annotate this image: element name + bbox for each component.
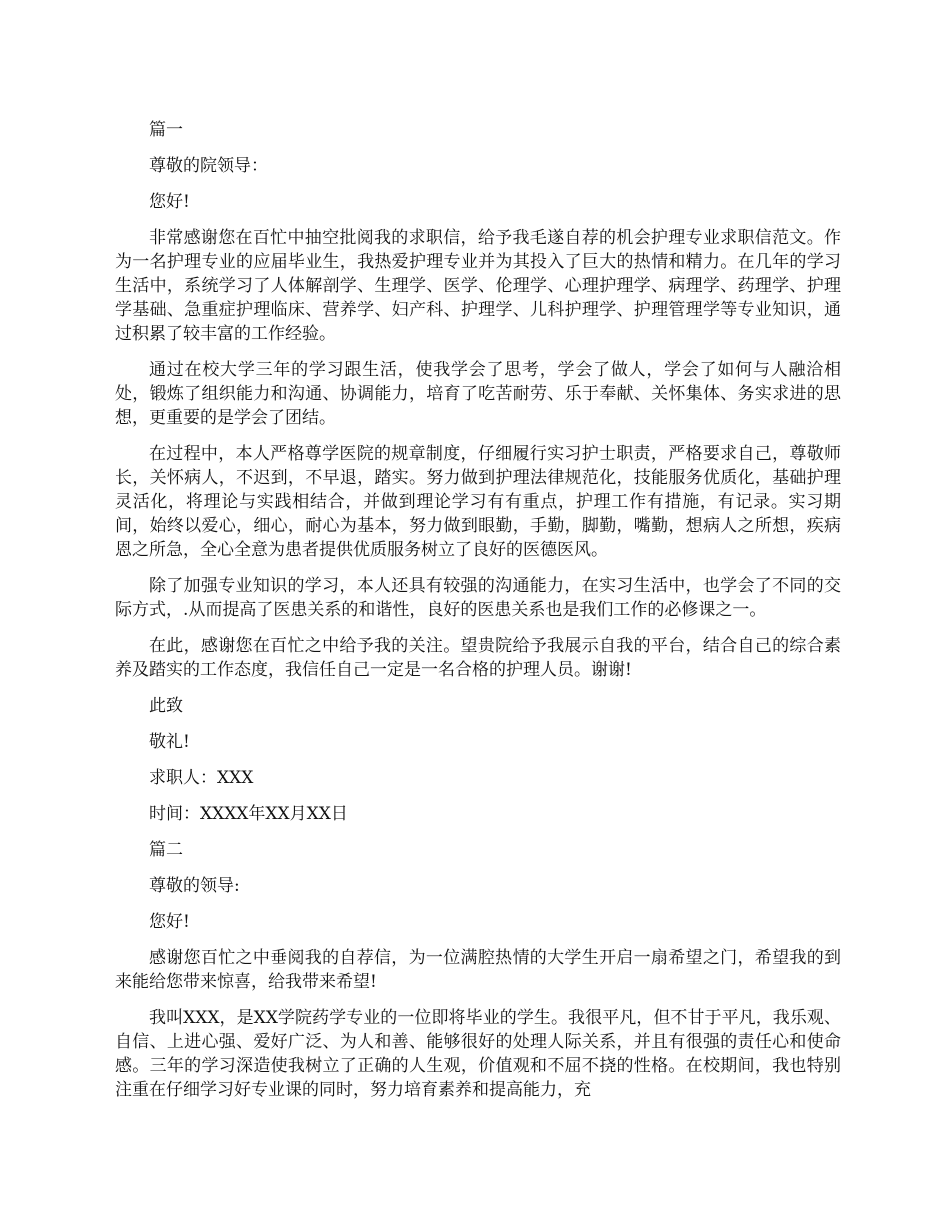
applicant-name: 求职人：XXX xyxy=(149,768,254,788)
body-paragraph: 感谢您百忙之中垂阅我的自荐信，为一位满腔热情的大学生开启一扇希望之门，希望我的到来能给您带来惊喜，给我带来希望! xyxy=(115,948,841,992)
section-heading-two: 篇二 xyxy=(149,840,183,860)
body-paragraph: 在过程中，本人严格尊学医院的规章制度，仔细履行实习护士职责，严格要求自己，尊敬师长，关怀病人，不迟到，不早退，踏实。努力做到护理法律规范化，技能服务优质化，基础护理灵活化，将理论与实践相结合，并做到理论学习有有重点，护理工作有措施，有记录。实习期间，始终以爱心，细心，耐心为基本，努力做到眼勤，手勤，脚勤，嘴勤，想病人之所想，疾病恩之所急，全心全意为患者提供优质服务树立了良好的医德医风。 xyxy=(115,444,841,560)
closing-salute: 敬礼! xyxy=(149,732,190,752)
greeting: 您好! xyxy=(149,912,190,932)
body-paragraph: 在此，感谢您在百忙之中给予我的关注。望贵院给予我展示自我的平台，结合自己的综合素养及踏实的工作态度，我信任自己一定是一名合格的护理人员。谢谢! xyxy=(115,636,841,680)
greeting: 您好! xyxy=(149,192,190,212)
section-heading-one: 篇一 xyxy=(149,120,183,140)
closing-line: 此致 xyxy=(149,696,183,716)
salutation: 尊敬的领导: xyxy=(149,876,240,896)
body-paragraph: 我叫XXX，是XX学院药学专业的一位即将毕业的学生。我很平凡，但不甘于平凡，我乐观、自信、上进心强、爱好广泛、为人和善、能够很好的处理人际关系，并且有很强的责任心和使命感。三年的学习深造使我树立了正确的人生观，价值观和不屈不挠的性格。在校期间，我也特别注重在仔细学习好专业课的同时，努力培育素养和提高能力，充 xyxy=(115,1008,841,1100)
document-page xyxy=(115,118,841,1114)
body-paragraph: 除了加强专业知识的学习，本人还具有较强的沟通能力，在实习生活中，也学会了不同的交际方式，.从而提高了医患关系的和谐性，良好的医患关系也是我们工作的必修课之一。 xyxy=(115,576,841,620)
date-line: 时间：XXXX年XX月XX日 xyxy=(149,804,348,824)
body-paragraph: 非常感谢您在百忙中抽空批阅我的求职信，给予我毛遂自荐的机会护理专业求职信范文。作为一名护理专业的应届毕业生，我热爱护理专业并为其投入了巨大的热情和精力。在几年的学习生活中，系统学习了人体解剖学、生理学、医学、伦理学、心理护理学、病理学、药理学、护理学基础、急重症护理临床、营养学、妇产科、护理学、儿科护理学、护理管理学等专业知识，通过积累了较丰富的工作经验。 xyxy=(115,228,841,344)
body-paragraph: 通过在校大学三年的学习跟生活，使我学会了思考，学会了做人，学会了如何与人融洽相处，锻炼了组织能力和沟通、协调能力，培育了吃苦耐劳、乐于奉献、关怀集体、务实求进的思想，更重要的是学会了团结。 xyxy=(115,360,841,428)
salutation: 尊敬的院领导： xyxy=(149,156,268,176)
